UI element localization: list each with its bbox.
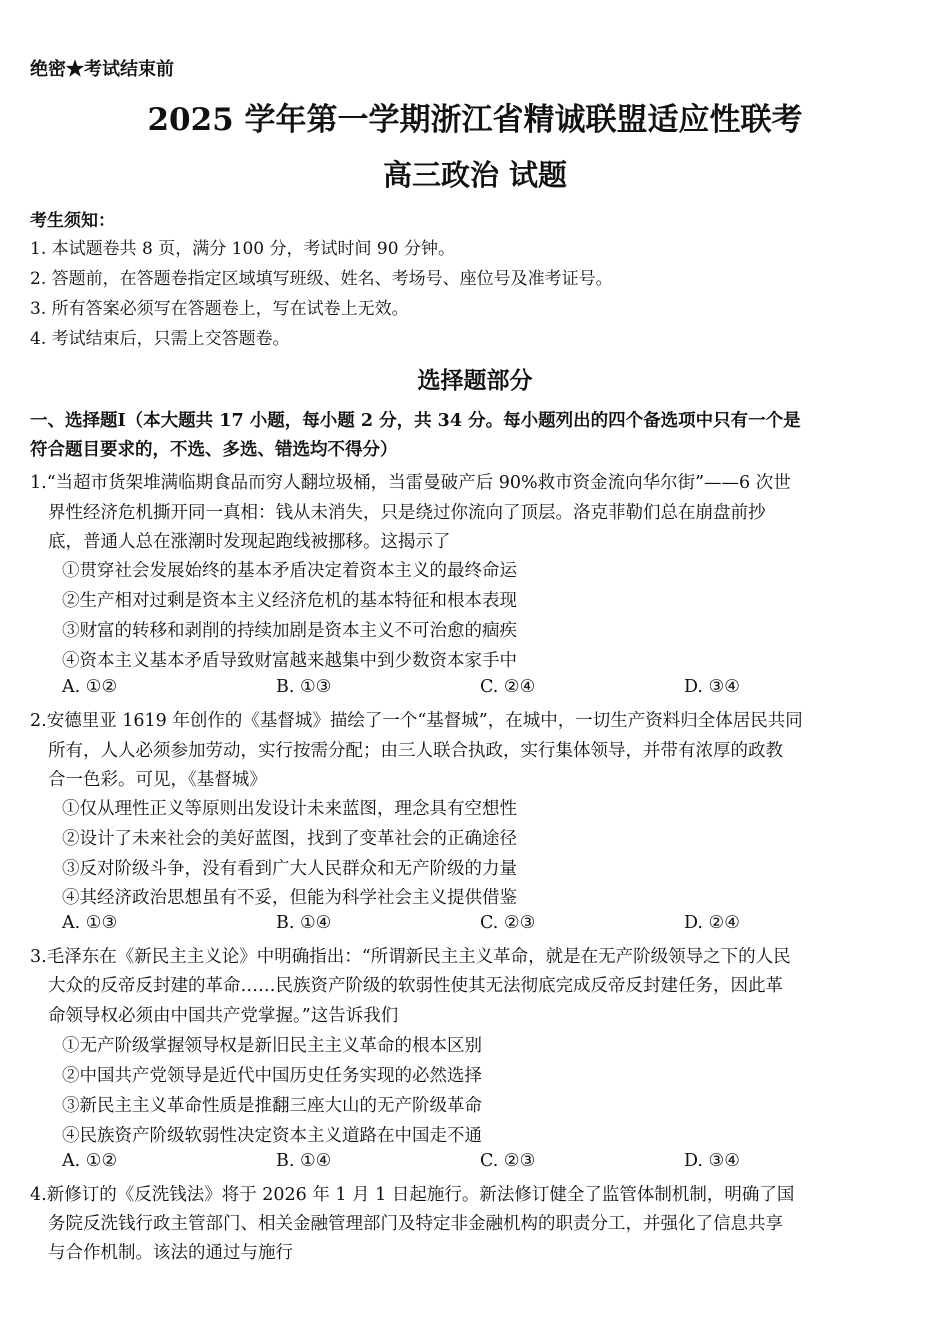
choice-a: A. ①③ [62,913,118,933]
choice-a: A. ①② [62,1151,118,1171]
question-stem-line: 界性经济危机撕开同一真相：钱从未消失，只是绕过你流向了顶层。洛克菲勒们总在崩盘前抄 [48,503,766,523]
question-stem-line: 合一色彩。可见，《基督城》 [48,770,267,790]
choice-b: B. ①③ [276,677,332,697]
choice-d: D. ③④ [684,1151,740,1171]
statement-item: ④民族资产阶级软弱性决定资本主义道路在中国走不通 [62,1126,482,1146]
notice-item: 4. 考试结束后，只需上交答题卷。 [30,329,290,349]
question-stem-line: 务院反洗钱行政主管部门、相关金融管理部门及特定非金融机构的职责分工，并强化了信息共享 [48,1214,783,1234]
question-stem-line: 底，普通人总在涨潮时发现起跑线被挪移。这揭示了 [48,532,451,552]
question-stem-line: 与合作机制。该法的通过与施行 [48,1243,293,1263]
question-stem-line: 命领导权必须由中国共产党掌握。”这告诉我们 [48,1006,399,1026]
subject-title: 高三政治 试题 [382,158,568,192]
statement-item: ①无产阶级掌握领导权是新旧民主主义革命的根本区别 [62,1036,482,1056]
question-stem-line: 4.新修订的《反洗钱法》将于 2026 年 1 月 1 日起施行。新法修订健全了监管体制机制，明确了国 [30,1185,795,1205]
part-heading-line: 符合题目要求的，不选、多选、错选均不得分） [30,440,398,460]
notice-item: 2. 答题前，在答题卷指定区域填写班级、姓名、考场号、座位号及准考证号。 [30,269,613,289]
exam-title: 2025 学年第一学期浙江省精诚联盟适应性联考 [147,102,803,138]
question-stem-line: 所有，人人必须参加劳动，实行按需分配；由三人联合执政，实行集体领导，并带有浓厚的政教 [48,741,783,761]
choice-c: C. ②③ [480,1151,536,1171]
confidential-label: 绝密★考试结束前 [30,59,174,80]
statement-item: ③财富的转移和剥削的持续加剧是资本主义不可治愈的痼疾 [62,621,517,641]
notice-heading: 考生须知： [30,211,115,231]
part-heading-line: 一、选择题Ⅰ（本大题共 17 小题，每小题 2 分，共 34 分。每小题列出的四个备选项中只有一个是 [30,411,801,431]
statement-item: ③新民主主义革命性质是推翻三座大山的无产阶级革命 [62,1096,482,1116]
notice-item: 1. 本试题卷共 8 页，满分 100 分，考试时间 90 分钟。 [30,239,455,259]
statement-item: ②设计了未来社会的美好蓝图，找到了变革社会的正确途径 [62,829,517,849]
statement-item: ③反对阶级斗争，没有看到广大人民群众和无产阶级的力量 [62,859,517,879]
question-stem-line: 1.“当超市货架堆满临期食品而穷人翻垃圾桶，当雷曼破产后 90%救市资金流向华尔街”——6 次世 [30,473,791,493]
question-stem-line: 3.毛泽东在《新民主主义论》中明确指出：“所谓新民主主义革命，就是在无产阶级领导之下的人民 [30,947,791,967]
choice-d: D. ③④ [684,677,740,697]
choice-c: C. ②③ [480,913,536,933]
statement-item: ④其经济政治思想虽有不妥，但能为科学社会主义提供借鉴 [62,888,517,908]
choice-b: B. ①④ [276,913,332,933]
statement-item: ①贯穿社会发展始终的基本矛盾决定着资本主义的最终命运 [62,561,517,581]
question-stem-line: 大众的反帝反封建的革命……民族资产阶级的软弱性使其无法彻底完成反帝反封建任务，因此革 [48,976,783,996]
question-stem-line: 2.安德里亚 1619 年创作的《基督城》描绘了一个“基督城”，在城中，一切生产资料归全体居民共同 [30,711,803,731]
statement-item: ②中国共产党领导是近代中国历史任务实现的必然选择 [62,1066,482,1086]
section-title: 选择题部分 [417,367,533,394]
choice-a: A. ①② [62,677,118,697]
statement-item: ②生产相对过剩是资本主义经济危机的基本特征和根本表现 [62,591,517,611]
choice-d: D. ②④ [684,913,740,933]
statement-item: ④资本主义基本矛盾导致财富越来越集中到少数资本家手中 [62,651,517,671]
choice-b: B. ①④ [276,1151,332,1171]
notice-item: 3. 所有答案必须写在答题卷上，写在试卷上无效。 [30,299,409,319]
choice-c: C. ②④ [480,677,536,697]
statement-item: ①仅从理性正义等原则出发设计未来蓝图，理念具有空想性 [62,799,517,819]
